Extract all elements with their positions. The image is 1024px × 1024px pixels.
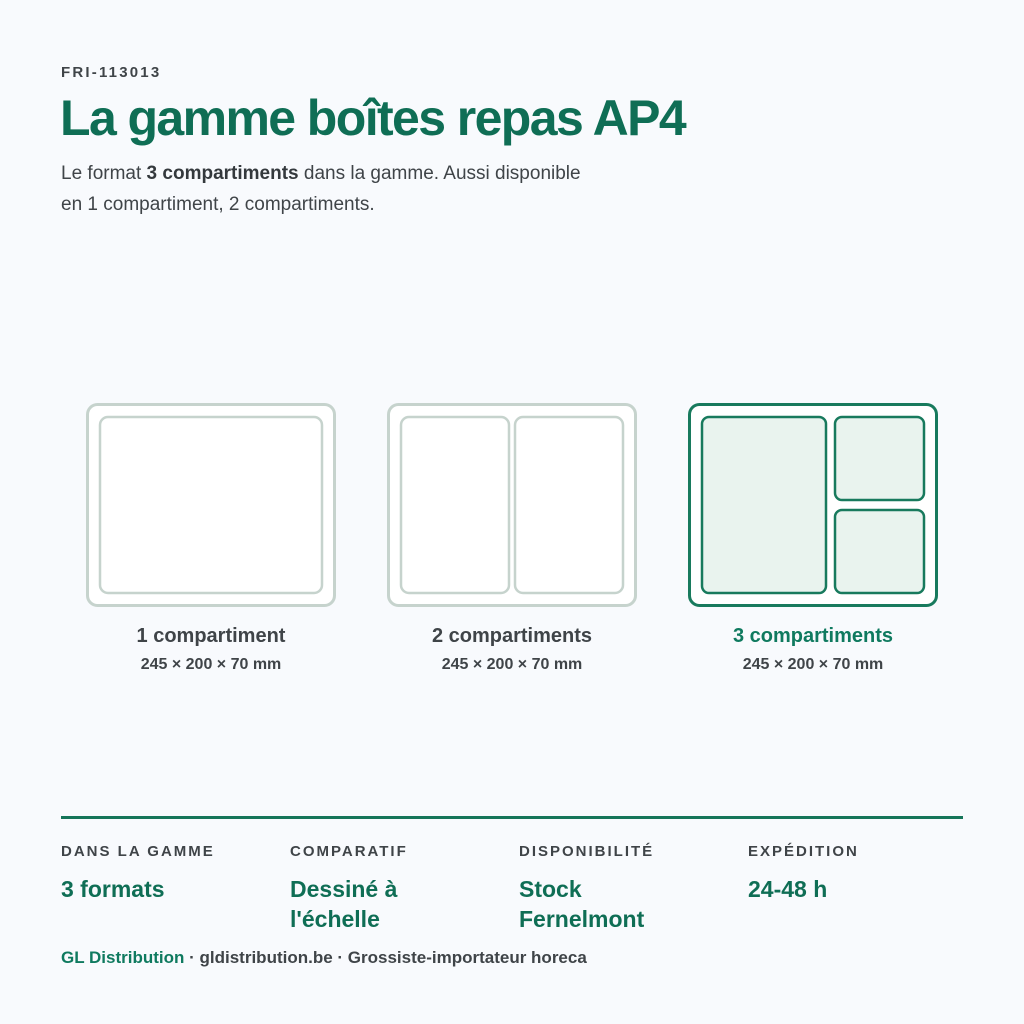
stat-label: COMPARATIF [290, 843, 408, 860]
format-dimensions: 245 × 200 × 70 mm [742, 656, 884, 673]
product-code: FRI-113013 [61, 64, 162, 81]
format-name-selected: 3 compartiments [732, 625, 894, 647]
tray-3-compartments-illustration [688, 403, 938, 607]
format-dimensions: 245 × 200 × 70 mm [140, 656, 282, 673]
stat-comparison [290, 843, 460, 934]
stat-label: DISPONIBILITÉ [519, 843, 655, 860]
stat-value: 3 formats [61, 876, 165, 902]
stat-shipping [748, 843, 948, 904]
format-dimensions: 245 × 200 × 70 mm [441, 656, 583, 673]
tray-2-compartments-illustration [387, 403, 637, 607]
footer-tagline: Grossiste-importateur horeca [347, 948, 587, 967]
format-card-1-compartment [86, 403, 336, 674]
stat-value: Dessiné à l'échelle [290, 876, 398, 932]
tray-1-compartment-illustration [86, 403, 336, 607]
intro-text: Le format 3 compartiments dans la gamme. Aussi disponible en 1 compartiment, 2 compartiments. [61, 163, 581, 215]
stat-value: Stock Fernelmont [519, 876, 645, 932]
page-title: La gamme boîtes repas AP4 [60, 90, 686, 146]
footer: GL Distribution · gldistribution.be · Grossiste-importateur horeca [61, 948, 587, 967]
stat-range [61, 843, 281, 904]
stat-availability [519, 843, 689, 934]
format-name: 2 compartiments [431, 625, 593, 647]
section-divider [61, 816, 963, 819]
stat-label: DANS LA GAMME [61, 843, 215, 860]
stat-value: 24-48 h [748, 876, 828, 902]
intro-highlight: 3 compartiments [146, 163, 299, 184]
format-card-2-compartments [387, 403, 637, 674]
stat-label: EXPÉDITION [748, 843, 859, 860]
footer-brand: GL Distribution [61, 948, 185, 967]
footer-website: gldistribution.be [199, 948, 333, 967]
format-card-3-compartments [688, 403, 938, 674]
format-name: 1 compartiment [136, 625, 286, 647]
